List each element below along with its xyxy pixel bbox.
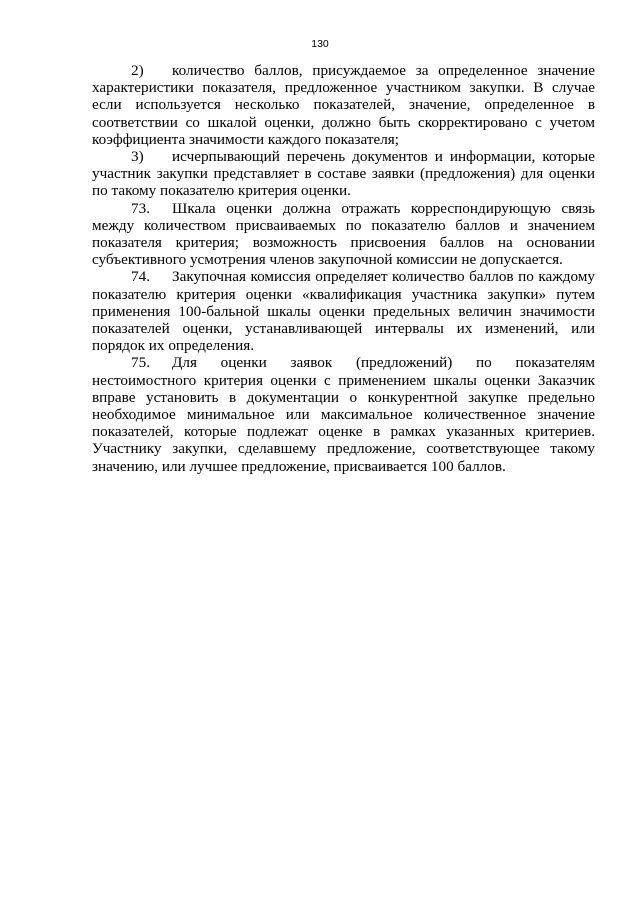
- paragraph-text: Для оценки заявок (предложений) по показателям нестоимостного критерия оценки с применением шкалы оценки Заказчик вправе установить в документации о конкурентной закупке предельно необходимое минимальное или максимальное количественное значение показателей, которые подлежат оценке в рамках указанных критериев. Участнику закупки, сделавшему предложение, соответствующее такому значению, или лучшее предложение, присваивается 100 баллов.: [92, 354, 595, 475]
- paragraph-number: 74.: [131, 268, 150, 286]
- document-body: [92, 62, 595, 475]
- paragraph-item-3: [92, 148, 595, 200]
- paragraph-number: 73.: [131, 199, 150, 217]
- paragraph-73: [92, 200, 595, 269]
- paragraph-74: [92, 268, 595, 354]
- page-number: 130: [311, 38, 329, 50]
- paragraph-text: количество баллов, присуждаемое за определенное значение характеристики показателя, предложенное участником закупки. В случае если используется несколько показателей, значение, определенное в соответствии со шкалой оценки, должно быть скорректировано с учетом коэффициента значимости каждого показателя;: [92, 62, 595, 148]
- paragraph-item-2: [92, 62, 595, 148]
- paragraph-number: 3): [131, 148, 144, 166]
- paragraph-number: 75.: [131, 354, 150, 372]
- paragraph-number: 2): [131, 62, 144, 79]
- paragraph-75: [92, 354, 595, 474]
- paragraph-text: исчерпывающий перечень документов и информации, которые участник закупки представляет в составе заявки (предложения) для оценки по такому показателю критерия оценки.: [92, 148, 595, 200]
- paragraph-text: Закупочная комиссия определяет количество баллов по каждому показателю критерия оценки «квалификация участника закупки» путем применения 100-бальной шкалы оценки предельных величин значимости показателей оценки, устанавливающей интервалы их изменений, или порядок их определения.: [92, 268, 595, 355]
- paragraph-text: Шкала оценки должна отражать корреспондирующую связь между количеством присваиваемых по показателю баллов и значением показателя критерия; возможность присвоения баллов на основании субъективного усмотрения членов закупочной комиссии не допускается.: [92, 199, 595, 269]
